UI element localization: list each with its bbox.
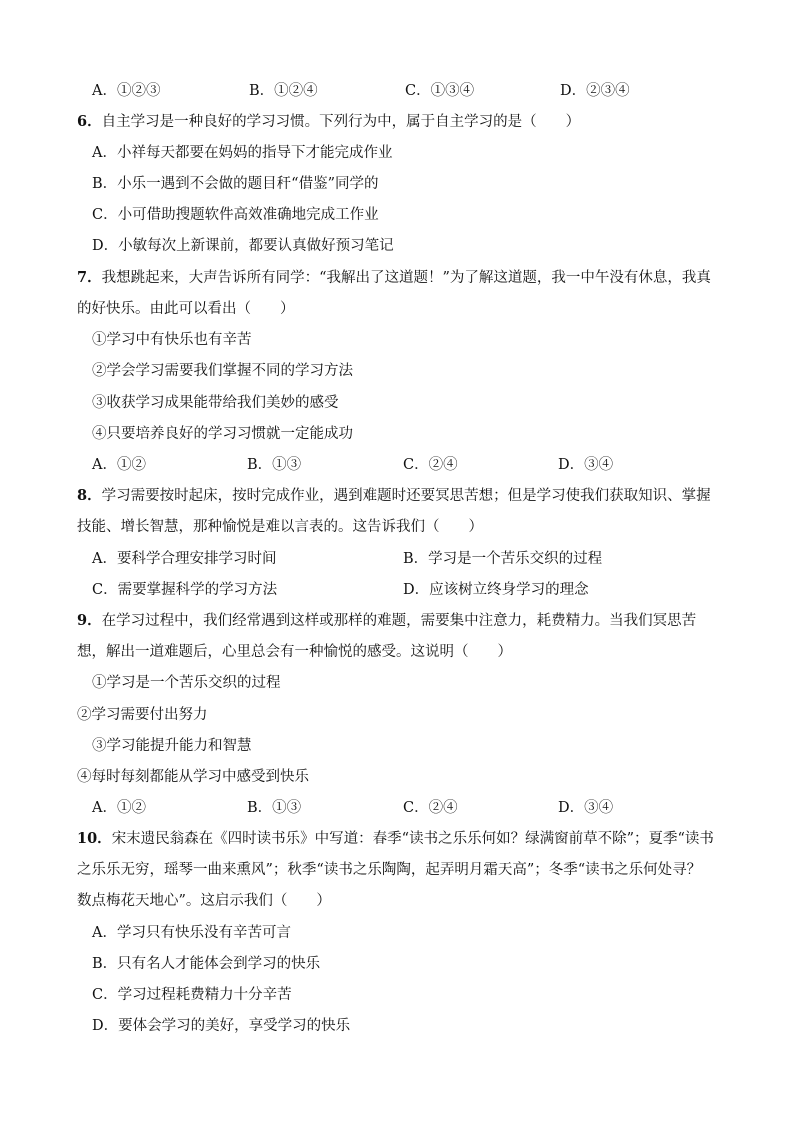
q6-number: 6． <box>77 113 102 130</box>
q6-option-b[interactable]: B．小乐一遇到不会做的题目秆“借鉴”同学的 <box>92 176 379 192</box>
q10-stem-line2: 之乐乐无穷，瑶琴一曲来熏风”；秋季“读书之乐陶陶，起弄明月霜天高”；冬季“读书之乐何处寻？ <box>77 862 702 878</box>
q7-option-d[interactable]: D．③④ <box>558 457 614 473</box>
q9-stem-text: 在学习过程中，我们经常遇到这样或那样的难题，需要集中注意力，耗费精力。当我们冥思苦 <box>101 613 697 629</box>
q10-option-b[interactable]: B．只有名人才能体会到学习的快乐 <box>92 956 321 972</box>
q9-option-c[interactable]: C．②④ <box>403 800 458 816</box>
q7-option-a[interactable]: A．①② <box>92 457 146 473</box>
q5-option-b[interactable]: B．①②④ <box>249 83 318 99</box>
q7-number: 7． <box>77 269 102 286</box>
q9-stem-line2: 想，解出一道难题后，心里总会有一种愉悦的感受。这说明（ ） <box>77 644 512 660</box>
q9-option-b[interactable]: B．①③ <box>247 800 302 816</box>
q5-option-d[interactable]: D．②③④ <box>560 83 630 99</box>
q6-option-c[interactable]: C．小可借助搜题软件高效准确地完成工作业 <box>92 207 379 223</box>
q6-stem-text: 自主学习是一种良好的学习习惯。下列行为中，属于自主学习的是（ ） <box>101 114 581 130</box>
q10-option-a[interactable]: A．学习只有快乐没有辛苦可言 <box>92 925 291 941</box>
q9-statement-2: ②学习需要付出努力 <box>77 707 208 723</box>
q8-stem-line1 <box>77 486 711 506</box>
q10-option-c[interactable]: C．学习过程耗费精力十分辛苦 <box>92 987 292 1003</box>
q8-option-c[interactable]: C．需要掌握科学的学习方法 <box>92 582 278 598</box>
q7-statement-4: ④只要培养良好的学习习惯就一定能成功 <box>92 426 353 442</box>
q5-option-a[interactable]: A．①②③ <box>92 83 161 99</box>
q6-option-a[interactable]: A．小祥每天都要在妈妈的指导下才能完成作业 <box>92 145 393 161</box>
q9-option-a[interactable]: A．①② <box>92 800 146 816</box>
q9-options <box>92 798 712 818</box>
q9-statement-1: ①学习是一个苦乐交织的过程 <box>92 675 281 691</box>
q10-stem-line1 <box>77 829 714 849</box>
q8-number: 8． <box>77 487 102 504</box>
q7-stem-line2: 的好快乐。由此可以看出（ ） <box>77 301 295 317</box>
q7-statement-3: ③收获学习成果能带给我们美妙的感受 <box>92 395 339 411</box>
q10-stem-line3: 数点梅花天地心”。这启示我们（ ） <box>77 893 331 909</box>
q7-options <box>92 455 712 475</box>
q6-option-d[interactable]: D．小敏每次上新课前，都要认真做好预习笔记 <box>92 238 394 254</box>
q7-stem-text: 我想跳起来，大声告诉所有同学：“我解出了这道题！”为了解这道题，我一中午没有休息，我真 <box>101 270 711 286</box>
q10-number: 10． <box>77 830 112 847</box>
q5-options <box>92 81 712 101</box>
q8-option-b[interactable]: B．学习是一个苦乐交织的过程 <box>403 551 603 567</box>
q9-stem-line1 <box>77 611 696 631</box>
q9-statement-4: ④每时每刻都能从学习中感受到快乐 <box>77 769 309 785</box>
q7-statement-1: ①学习中有快乐也有辛苦 <box>92 332 252 348</box>
q9-option-d[interactable]: D．③④ <box>558 800 614 816</box>
q8-stem-line2: 技能、增长智慧，那种愉悦是难以言表的。这告诉我们（ ） <box>77 519 483 535</box>
q9-statement-3: ③学习能提升能力和智慧 <box>92 738 252 754</box>
q8-stem-text: 学习需要按时起床，按时完成作业，遇到难题时还要冥思苦想；但是学习使我们获取知识、掌握 <box>101 488 711 504</box>
q7-option-c[interactable]: C．②④ <box>403 457 458 473</box>
q7-statement-2: ②学会学习需要我们掌握不同的学习方法 <box>92 363 353 379</box>
q8-option-d[interactable]: D．应该树立终身学习的理念 <box>403 582 589 598</box>
q6-stem <box>77 112 580 132</box>
q10-option-d[interactable]: D．要体会学习的美好，享受学习的快乐 <box>92 1018 351 1034</box>
q9-number: 9． <box>77 612 102 629</box>
q7-stem-line1 <box>77 268 711 288</box>
q8-option-a[interactable]: A．要科学合理安排学习时间 <box>92 551 277 567</box>
q10-stem-text: 宋末遗民翁森在《四时读书乐》中写道：春季“读书之乐乐何如？绿满窗前草不除”；夏季“读书 <box>111 831 714 847</box>
q5-option-c[interactable]: C．①③④ <box>405 83 475 99</box>
q7-option-b[interactable]: B．①③ <box>247 457 302 473</box>
